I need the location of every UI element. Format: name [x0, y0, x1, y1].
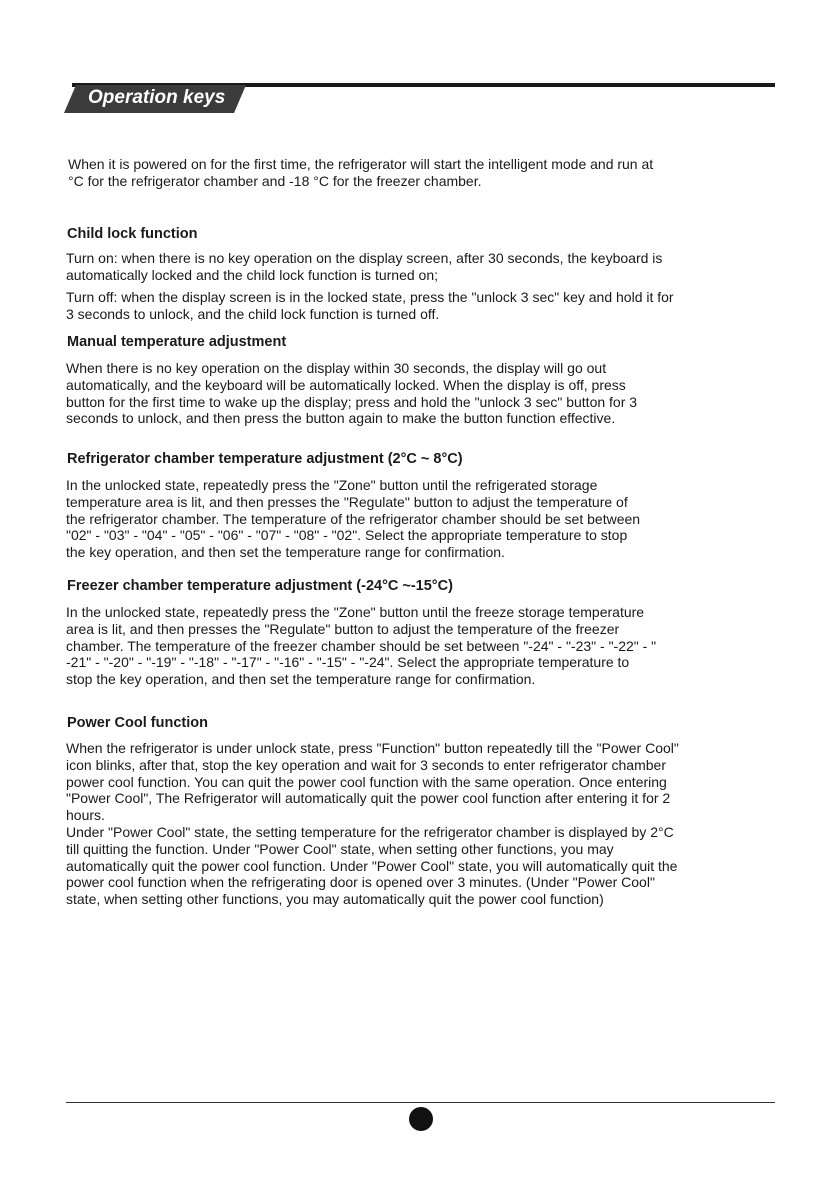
text-line: automatically, and the keyboard will be automatically locked. When the display is off, press — [66, 376, 626, 393]
page-title: Operation keys — [88, 87, 226, 108]
text-line: automatically quit the power cool function. Under "Power Cool" state, you will automatically quit the — [66, 857, 678, 874]
fridge-adjustment-heading: Refrigerator chamber temperature adjustment (2°C ~ 8°C) — [67, 451, 463, 467]
text-line: "Power Cool", The Refrigerator will automatically quit the power cool function after entering it for 2 — [66, 790, 671, 807]
text-line: °C for the refrigerator chamber and -18 °C for the freezer chamber. — [68, 172, 482, 189]
footer-rule — [66, 1102, 775, 1103]
child-lock-turn-off — [66, 289, 786, 323]
text-line: chamber. The temperature of the freezer chamber should be set between "-24" - "-23" - "-22" - " — [66, 637, 657, 654]
text-line: When the refrigerator is under unlock state, press "Function" button repeatedly till the "Power Cool" — [66, 740, 679, 756]
text-line: Turn on: when there is no key operation on the display screen, after 30 seconds, the keyboard is — [66, 250, 663, 266]
text-line: state, when setting other functions, you may automatically quit the power cool function) — [66, 891, 604, 908]
intro-paragraph — [68, 156, 788, 190]
freezer-adjustment-paragraph — [66, 604, 786, 688]
text-line: button for the first time to wake up the display; press and hold the "unlock 3 sec" button for 3 — [66, 393, 638, 410]
power-cool-paragraph — [66, 740, 786, 908]
text-line: Turn off: when the display screen is in the locked state, press the "unlock 3 sec" key and hold it for — [66, 289, 674, 305]
text-line: In the unlocked state, repeatedly press the "Zone" button until the freeze storage temperature — [66, 604, 645, 620]
power-cool-heading: Power Cool function — [67, 715, 208, 731]
text-line: hours. — [66, 807, 105, 824]
freezer-adjustment-heading: Freezer chamber temperature adjustment (-24°C ~-15°C) — [67, 578, 453, 594]
text-line: icon blinks, after that, stop the key operation and wait for 3 seconds to enter refrigerator chamber — [66, 756, 666, 773]
text-line: temperature area is lit, and then presses the "Regulate" button to adjust the temperature of — [66, 493, 628, 510]
manual-adjustment-paragraph — [66, 360, 786, 427]
manual-adjustment-heading: Manual temperature adjustment — [67, 334, 287, 350]
page-number-marker — [409, 1107, 433, 1131]
text-line: Under "Power Cool" state, the setting temperature for the refrigerator chamber is displayed by 2°C — [66, 823, 674, 840]
fridge-adjustment-paragraph — [66, 477, 786, 561]
text-line: When there is no key operation on the display within 30 seconds, the display will go out — [66, 360, 607, 376]
text-line: seconds to unlock, and then press the button again to make the button function effective. — [66, 410, 616, 427]
child-lock-turn-on — [66, 250, 786, 284]
text-line: -21" - "-20" - "-19" - "-18" - "-17" - "-16" - "-15" - "-24". Select the appropriate temperature to — [66, 654, 630, 671]
text-line: power cool function when the refrigerating door is opened over 3 minutes. (Under "Power Cool" — [66, 874, 655, 891]
text-line: In the unlocked state, repeatedly press the "Zone" button until the refrigerated storage — [66, 477, 598, 493]
text-line: 3 seconds to unlock, and the child lock function is turned off. — [66, 305, 440, 322]
text-line: "02" - "03" - "04" - "05" - "06" - "07" - "08" - "02". Select the appropriate temperature to stop — [66, 527, 628, 544]
text-line: area is lit, and then presses the "Regulate" button to adjust the temperature of the freezer — [66, 620, 620, 637]
text-line: the key operation, and then set the temperature range for confirmation. — [66, 544, 505, 561]
text-line: the refrigerator chamber. The temperature of the refrigerator chamber should be set between — [66, 510, 641, 527]
text-line: power cool function. You can quit the power cool function with the same operation. Once entering — [66, 773, 667, 790]
child-lock-heading: Child lock function — [67, 226, 198, 242]
text-line: till quitting the function. Under "Power Cool" state, when setting other functions, you may — [66, 840, 614, 857]
text-line: stop the key operation, and then set the temperature range for confirmation. — [66, 671, 536, 688]
text-line: automatically locked and the child lock function is turned on; — [66, 266, 438, 283]
text-line: When it is powered on for the first time, the refrigerator will start the intelligent mode and run at — [68, 156, 654, 172]
